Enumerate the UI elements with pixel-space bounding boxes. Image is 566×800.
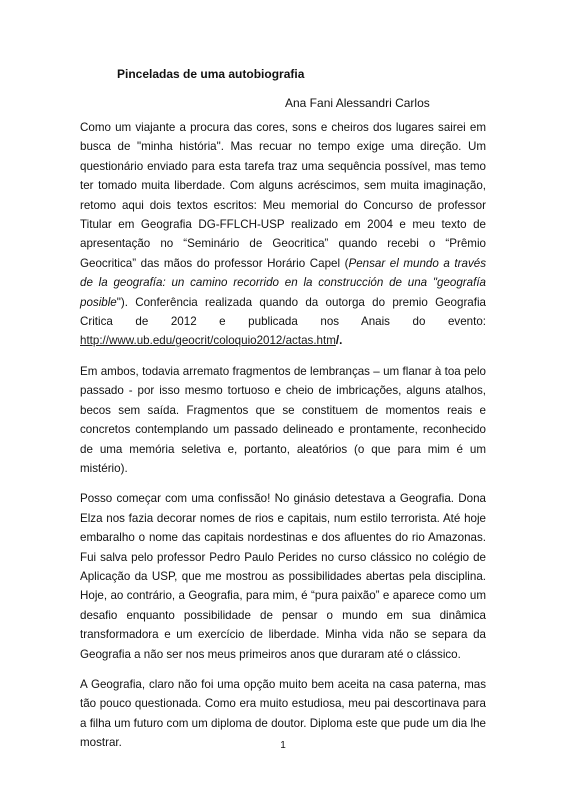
- document-title: Pinceladas de uma autobiografia: [117, 67, 305, 81]
- paragraph-4: A Geografia, claro não foi uma opção muito bem aceita na casa paterna, mas tão pouco questionada. Como era muito estudiosa, meu pai descortinava para a filha um futuro com um diploma de doutor. Diploma este que pude um dia lhe mostrar.: [80, 677, 486, 750]
- document-body: [80, 118, 486, 764]
- paragraph-1-italic-title: Pensar el mundo a través de la geografía: un camino recorrido en la construcción de una "geografía posible: [80, 256, 486, 309]
- paragraph-1: [80, 118, 486, 351]
- paragraph-1-text-b: "). Conferência realizada quando da outorga do premio Geografia Critica de 2012 e publicada nos Anais do evento:: [80, 295, 486, 329]
- author-name: Ana Fani Alessandri Carlos: [285, 96, 430, 110]
- paragraph-3: Posso começar com uma confissão! No ginásio detestava a Geografia. Dona Elza nos fazia decorar nomes de rios e capitais, num estilo terrorista. Até hoje embaralho o nome das capitais nordestinas e dos afluentes do rio Amazonas. Fui salva pelo professor Pedro Paulo Perides no curso clássico no colégio de Aplicação da USP, que me mostrou as possibilidades abertas pela disciplina. Hoje, ao contrário, a Geografia, para mim, é “pura paixão” e aparece como um desafio enquanto possibilidade de pensar o mundo em sua dinâmica transformadora e um exercício de liberdade. Minha vida não se separa da Geografia a não ser nos meus primeiros anos que duraram até o clássico.: [80, 492, 486, 661]
- paragraph-2: Em ambos, todavia arremato fragmentos de lembranças – um flanar à toa pelo passado - por isso mesmo tortuoso e cheio de imbricações, alguns atalhos, becos sem saída. Fragmentos que se constituem de momentos reais e concretos contemplando um passado delineado e prontamente, reconhecido de uma memória seletiva e, portanto, aleatórios (o que para mim é um mistério).: [80, 364, 486, 475]
- paragraph-1-text-a: Como um viajante a procura das cores, sons e cheiros dos lugares sairei em busca de "minha história". Mas recuar no tempo exige uma direção. Um questionário enviado para esta tarefa traz uma sequência possível, mas temo ter tomado muita liberdade. Com alguns acréscimos, sem muita imaginação, retomo aqui dois textos escritos: Meu memorial do Concurso de professor Titular em Geografia DG-FFLCH-USP realizado em 2004 e meu texto de apresentação no “Seminário de Geocritica” quando recebi o “Prêmio Geocritica” das mãos do professor Horário Capel (: [80, 121, 486, 270]
- link-end-punctuation: /.: [335, 334, 343, 348]
- page-number: 1: [280, 740, 286, 751]
- conference-link[interactable]: http://www.ub.edu/geocrit/coloquio2012/actas.htm: [80, 334, 336, 348]
